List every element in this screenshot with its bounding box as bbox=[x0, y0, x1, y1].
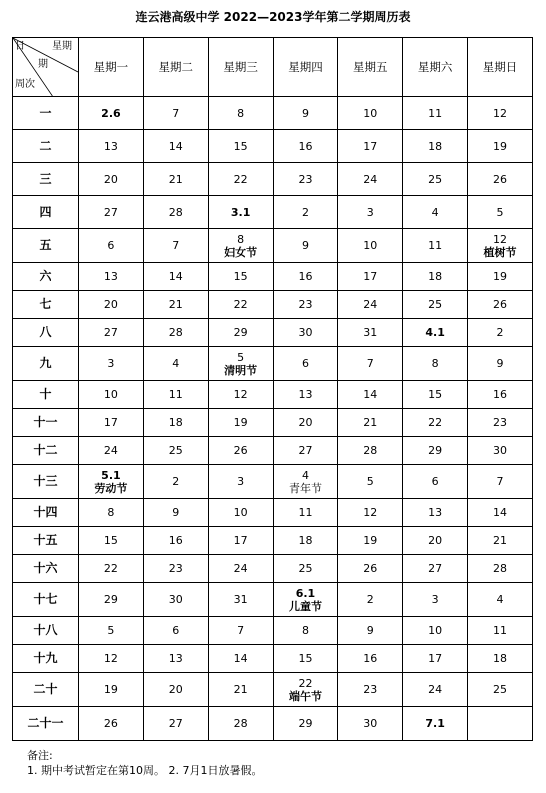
date-cell-thu: 29 bbox=[273, 707, 338, 741]
date-cell-sun: 7 bbox=[468, 465, 533, 499]
date-cell-tue: 27 bbox=[143, 707, 208, 741]
date-cell-sun: 9 bbox=[468, 347, 533, 381]
date-cell-thu: 9 bbox=[273, 229, 338, 263]
date-cell-sat: 17 bbox=[403, 645, 468, 673]
date-value: 5.1 bbox=[101, 468, 121, 482]
date-cell-tue: 7 bbox=[143, 229, 208, 263]
date-cell-fri: 14 bbox=[338, 381, 403, 409]
date-cell-sat: 24 bbox=[403, 673, 468, 707]
date-cell-fri: 23 bbox=[338, 673, 403, 707]
date-cell-thu: 2 bbox=[273, 196, 338, 229]
week-number-cell: 九 bbox=[13, 347, 79, 381]
weekday-header-thu: 星期四 bbox=[273, 38, 338, 97]
date-cell-fri: 24 bbox=[338, 291, 403, 319]
date-cell-wed: 19 bbox=[208, 409, 273, 437]
date-cell-sun: 11 bbox=[468, 617, 533, 645]
week-row bbox=[13, 465, 533, 499]
date-cell-wed: 28 bbox=[208, 707, 273, 741]
date-cell-sun: 18 bbox=[468, 645, 533, 673]
date-value: 6.1 bbox=[295, 586, 316, 600]
date-cell-sun: 30 bbox=[468, 437, 533, 465]
week-row bbox=[13, 617, 533, 645]
week-number-cell: 一 bbox=[13, 97, 79, 130]
date-cell-mon bbox=[79, 465, 144, 499]
date-cell-sat: 25 bbox=[403, 163, 468, 196]
date-cell-mon: 13 bbox=[79, 263, 144, 291]
date-cell-sat: 6 bbox=[403, 465, 468, 499]
date-cell-tue: 25 bbox=[143, 437, 208, 465]
date-cell-sat: 4.1 bbox=[403, 319, 468, 347]
weekday-header-fri: 星期五 bbox=[338, 38, 403, 97]
week-row bbox=[13, 319, 533, 347]
week-number-cell: 十八 bbox=[13, 617, 79, 645]
date-cell-mon: 8 bbox=[79, 499, 144, 527]
date-cell-mon: 3 bbox=[79, 347, 144, 381]
date-cell-tue: 18 bbox=[143, 409, 208, 437]
date-cell-fri: 10 bbox=[338, 229, 403, 263]
date-cell-sat: 18 bbox=[403, 263, 468, 291]
date-cell-wed: 7 bbox=[208, 617, 273, 645]
week-number-cell: 五 bbox=[13, 229, 79, 263]
weekday-header-tue: 星期二 bbox=[143, 38, 208, 97]
date-cell-sun: 19 bbox=[468, 263, 533, 291]
notes-section bbox=[27, 748, 262, 778]
date-cell-sun: 19 bbox=[468, 130, 533, 163]
date-cell-sun: 12 bbox=[468, 97, 533, 130]
weekday-header-wed: 星期三 bbox=[208, 38, 273, 97]
page-title: 连云港高级中学 2022—2023学年第二学期周历表 bbox=[135, 10, 411, 24]
week-row bbox=[13, 229, 533, 263]
date-value: 12 bbox=[493, 232, 508, 246]
holiday-label: 儿童节 bbox=[288, 599, 322, 613]
week-row bbox=[13, 583, 533, 617]
date-cell-wed: 17 bbox=[208, 527, 273, 555]
date-cell-thu: 16 bbox=[273, 263, 338, 291]
date-cell-sun: 26 bbox=[468, 291, 533, 319]
week-number-cell: 二十一 bbox=[13, 707, 79, 741]
date-cell-mon: 26 bbox=[79, 707, 144, 741]
weekday-header-sat: 星期六 bbox=[403, 38, 468, 97]
date-cell-wed: 3 bbox=[208, 465, 273, 499]
date-cell-fri: 28 bbox=[338, 437, 403, 465]
date-cell-tue: 28 bbox=[143, 196, 208, 229]
date-cell-tue: 9 bbox=[143, 499, 208, 527]
date-cell-thu: 18 bbox=[273, 527, 338, 555]
holiday-label: 妇女节 bbox=[224, 245, 258, 259]
date-cell-sun: 28 bbox=[468, 555, 533, 583]
corner-label-week-number: 周次 bbox=[15, 79, 35, 90]
date-cell-mon: 15 bbox=[79, 527, 144, 555]
date-cell-tue: 7 bbox=[143, 97, 208, 130]
date-cell-thu: 30 bbox=[273, 319, 338, 347]
date-cell-wed bbox=[208, 347, 273, 381]
date-cell-fri: 3 bbox=[338, 196, 403, 229]
date-cell-sat: 7.1 bbox=[403, 707, 468, 741]
date-cell-wed: 24 bbox=[208, 555, 273, 583]
date-cell-sun: 26 bbox=[468, 163, 533, 196]
date-cell-thu: 6 bbox=[273, 347, 338, 381]
date-cell-sun: 4 bbox=[468, 583, 533, 617]
date-cell-sat: 22 bbox=[403, 409, 468, 437]
date-cell-fri: 7 bbox=[338, 347, 403, 381]
week-number-cell: 十一 bbox=[13, 409, 79, 437]
date-cell-sun: 21 bbox=[468, 527, 533, 555]
date-cell-sat: 29 bbox=[403, 437, 468, 465]
date-cell-mon: 20 bbox=[79, 291, 144, 319]
date-cell-tue: 16 bbox=[143, 527, 208, 555]
date-cell-tue: 30 bbox=[143, 583, 208, 617]
date-cell-fri: 30 bbox=[338, 707, 403, 741]
date-cell-tue: 23 bbox=[143, 555, 208, 583]
date-cell-sat: 18 bbox=[403, 130, 468, 163]
date-value: 8 bbox=[237, 232, 245, 246]
date-cell-sat: 11 bbox=[403, 229, 468, 263]
date-cell-fri: 10 bbox=[338, 97, 403, 130]
week-row bbox=[13, 645, 533, 673]
week-number-cell: 十二 bbox=[13, 437, 79, 465]
date-cell-mon: 20 bbox=[79, 163, 144, 196]
date-cell-thu bbox=[273, 673, 338, 707]
date-cell-tue: 20 bbox=[143, 673, 208, 707]
date-cell-fri: 12 bbox=[338, 499, 403, 527]
date-value: 4 bbox=[301, 468, 309, 482]
date-value: 22 bbox=[298, 676, 313, 690]
date-cell-tue: 6 bbox=[143, 617, 208, 645]
date-cell-fri: 26 bbox=[338, 555, 403, 583]
date-cell-tue: 2 bbox=[143, 465, 208, 499]
date-cell-wed: 12 bbox=[208, 381, 273, 409]
date-cell-sat: 27 bbox=[403, 555, 468, 583]
week-number-cell: 十九 bbox=[13, 645, 79, 673]
date-cell-fri: 2 bbox=[338, 583, 403, 617]
date-cell-fri: 17 bbox=[338, 130, 403, 163]
date-cell-mon: 27 bbox=[79, 319, 144, 347]
date-cell-mon: 29 bbox=[79, 583, 144, 617]
date-cell-sat: 20 bbox=[403, 527, 468, 555]
week-row bbox=[13, 527, 533, 555]
date-cell-thu: 27 bbox=[273, 437, 338, 465]
calendar-table bbox=[12, 37, 533, 741]
date-cell-wed: 29 bbox=[208, 319, 273, 347]
date-cell-thu: 15 bbox=[273, 645, 338, 673]
date-cell-wed: 14 bbox=[208, 645, 273, 673]
date-cell-tue: 11 bbox=[143, 381, 208, 409]
date-cell-wed: 3.1 bbox=[208, 196, 273, 229]
week-row bbox=[13, 673, 533, 707]
corner-label-period: 期 bbox=[38, 59, 48, 70]
holiday-label: 端午节 bbox=[288, 689, 322, 703]
week-row bbox=[13, 97, 533, 130]
date-cell-sun bbox=[468, 707, 533, 741]
date-cell-mon: 10 bbox=[79, 381, 144, 409]
date-cell-tue: 28 bbox=[143, 319, 208, 347]
date-cell-sat: 25 bbox=[403, 291, 468, 319]
week-number-cell: 十五 bbox=[13, 527, 79, 555]
date-cell-sun bbox=[468, 229, 533, 263]
date-cell-tue: 13 bbox=[143, 645, 208, 673]
date-cell-sun: 5 bbox=[468, 196, 533, 229]
week-row bbox=[13, 555, 533, 583]
date-cell-sun: 14 bbox=[468, 499, 533, 527]
week-number-cell: 二 bbox=[13, 130, 79, 163]
date-cell-thu: 23 bbox=[273, 163, 338, 196]
week-row bbox=[13, 499, 533, 527]
week-row bbox=[13, 130, 533, 163]
date-cell-tue: 14 bbox=[143, 130, 208, 163]
week-number-cell: 二十 bbox=[13, 673, 79, 707]
holiday-label: 清明节 bbox=[224, 363, 258, 377]
holiday-label: 劳动节 bbox=[94, 481, 128, 495]
date-cell-thu: 23 bbox=[273, 291, 338, 319]
date-cell-sun: 2 bbox=[468, 319, 533, 347]
date-cell-wed: 15 bbox=[208, 130, 273, 163]
date-cell-wed: 10 bbox=[208, 499, 273, 527]
date-cell-sun: 25 bbox=[468, 673, 533, 707]
notes-line: 1. 期中考试暂定在第10周。 2. 7月1日放暑假。 bbox=[27, 764, 263, 777]
week-row bbox=[13, 291, 533, 319]
date-cell-mon: 22 bbox=[79, 555, 144, 583]
date-cell-mon: 17 bbox=[79, 409, 144, 437]
week-number-cell: 十四 bbox=[13, 499, 79, 527]
date-cell-wed: 22 bbox=[208, 291, 273, 319]
week-number-cell: 四 bbox=[13, 196, 79, 229]
date-cell-wed: 21 bbox=[208, 673, 273, 707]
date-cell-sat: 3 bbox=[403, 583, 468, 617]
date-cell-mon: 13 bbox=[79, 130, 144, 163]
date-cell-mon: 27 bbox=[79, 196, 144, 229]
date-cell-sun: 23 bbox=[468, 409, 533, 437]
date-cell-wed: 8 bbox=[208, 97, 273, 130]
date-cell-mon: 5 bbox=[79, 617, 144, 645]
date-cell-thu: 25 bbox=[273, 555, 338, 583]
date-cell-sat: 13 bbox=[403, 499, 468, 527]
date-cell-tue: 4 bbox=[143, 347, 208, 381]
date-cell-fri: 24 bbox=[338, 163, 403, 196]
week-number-cell: 十 bbox=[13, 381, 79, 409]
week-number-cell: 三 bbox=[13, 163, 79, 196]
week-row bbox=[13, 163, 533, 196]
weekday-header-sun: 星期日 bbox=[468, 38, 533, 97]
date-cell-sat: 11 bbox=[403, 97, 468, 130]
date-cell-wed bbox=[208, 229, 273, 263]
date-cell-fri: 21 bbox=[338, 409, 403, 437]
date-cell-mon: 24 bbox=[79, 437, 144, 465]
date-cell-tue: 21 bbox=[143, 291, 208, 319]
date-cell-mon: 12 bbox=[79, 645, 144, 673]
header-row bbox=[13, 38, 533, 97]
date-cell-thu: 11 bbox=[273, 499, 338, 527]
corner-label-day: 日 bbox=[15, 41, 25, 52]
week-row bbox=[13, 263, 533, 291]
week-row bbox=[13, 409, 533, 437]
week-number-cell: 十七 bbox=[13, 583, 79, 617]
notes-heading: 备注: bbox=[27, 749, 53, 762]
date-cell-tue: 14 bbox=[143, 263, 208, 291]
date-cell-thu: 20 bbox=[273, 409, 338, 437]
date-cell-thu: 8 bbox=[273, 617, 338, 645]
date-cell-tue: 21 bbox=[143, 163, 208, 196]
date-cell-wed: 15 bbox=[208, 263, 273, 291]
week-row bbox=[13, 347, 533, 381]
date-cell-sat: 8 bbox=[403, 347, 468, 381]
corner-header-cell bbox=[13, 38, 79, 97]
date-cell-fri: 9 bbox=[338, 617, 403, 645]
holiday-label: 青年节 bbox=[288, 481, 322, 495]
corner-label-weekday: 星期 bbox=[52, 41, 72, 52]
date-cell-mon: 2.6 bbox=[79, 97, 144, 130]
date-cell-fri: 17 bbox=[338, 263, 403, 291]
date-cell-fri: 31 bbox=[338, 319, 403, 347]
week-number-cell: 八 bbox=[13, 319, 79, 347]
date-cell-thu: 9 bbox=[273, 97, 338, 130]
date-cell-wed: 22 bbox=[208, 163, 273, 196]
date-cell-fri: 16 bbox=[338, 645, 403, 673]
week-number-cell: 七 bbox=[13, 291, 79, 319]
week-row bbox=[13, 196, 533, 229]
weekday-header-mon: 星期一 bbox=[79, 38, 144, 97]
date-cell-mon: 6 bbox=[79, 229, 144, 263]
date-cell-sat: 10 bbox=[403, 617, 468, 645]
week-row bbox=[13, 381, 533, 409]
date-cell-fri: 19 bbox=[338, 527, 403, 555]
date-cell-sun: 16 bbox=[468, 381, 533, 409]
week-number-cell: 六 bbox=[13, 263, 79, 291]
date-cell-thu bbox=[273, 583, 338, 617]
date-value: 5 bbox=[237, 350, 245, 364]
week-row bbox=[13, 707, 533, 741]
date-cell-wed: 26 bbox=[208, 437, 273, 465]
date-cell-wed: 31 bbox=[208, 583, 273, 617]
holiday-label: 植树节 bbox=[483, 245, 517, 259]
week-number-cell: 十六 bbox=[13, 555, 79, 583]
date-cell-fri: 5 bbox=[338, 465, 403, 499]
date-cell-sat: 15 bbox=[403, 381, 468, 409]
date-cell-thu: 13 bbox=[273, 381, 338, 409]
date-cell-mon: 19 bbox=[79, 673, 144, 707]
date-cell-sat: 4 bbox=[403, 196, 468, 229]
week-number-cell: 十三 bbox=[13, 465, 79, 499]
date-cell-thu bbox=[273, 465, 338, 499]
week-row bbox=[13, 437, 533, 465]
date-cell-thu: 16 bbox=[273, 130, 338, 163]
